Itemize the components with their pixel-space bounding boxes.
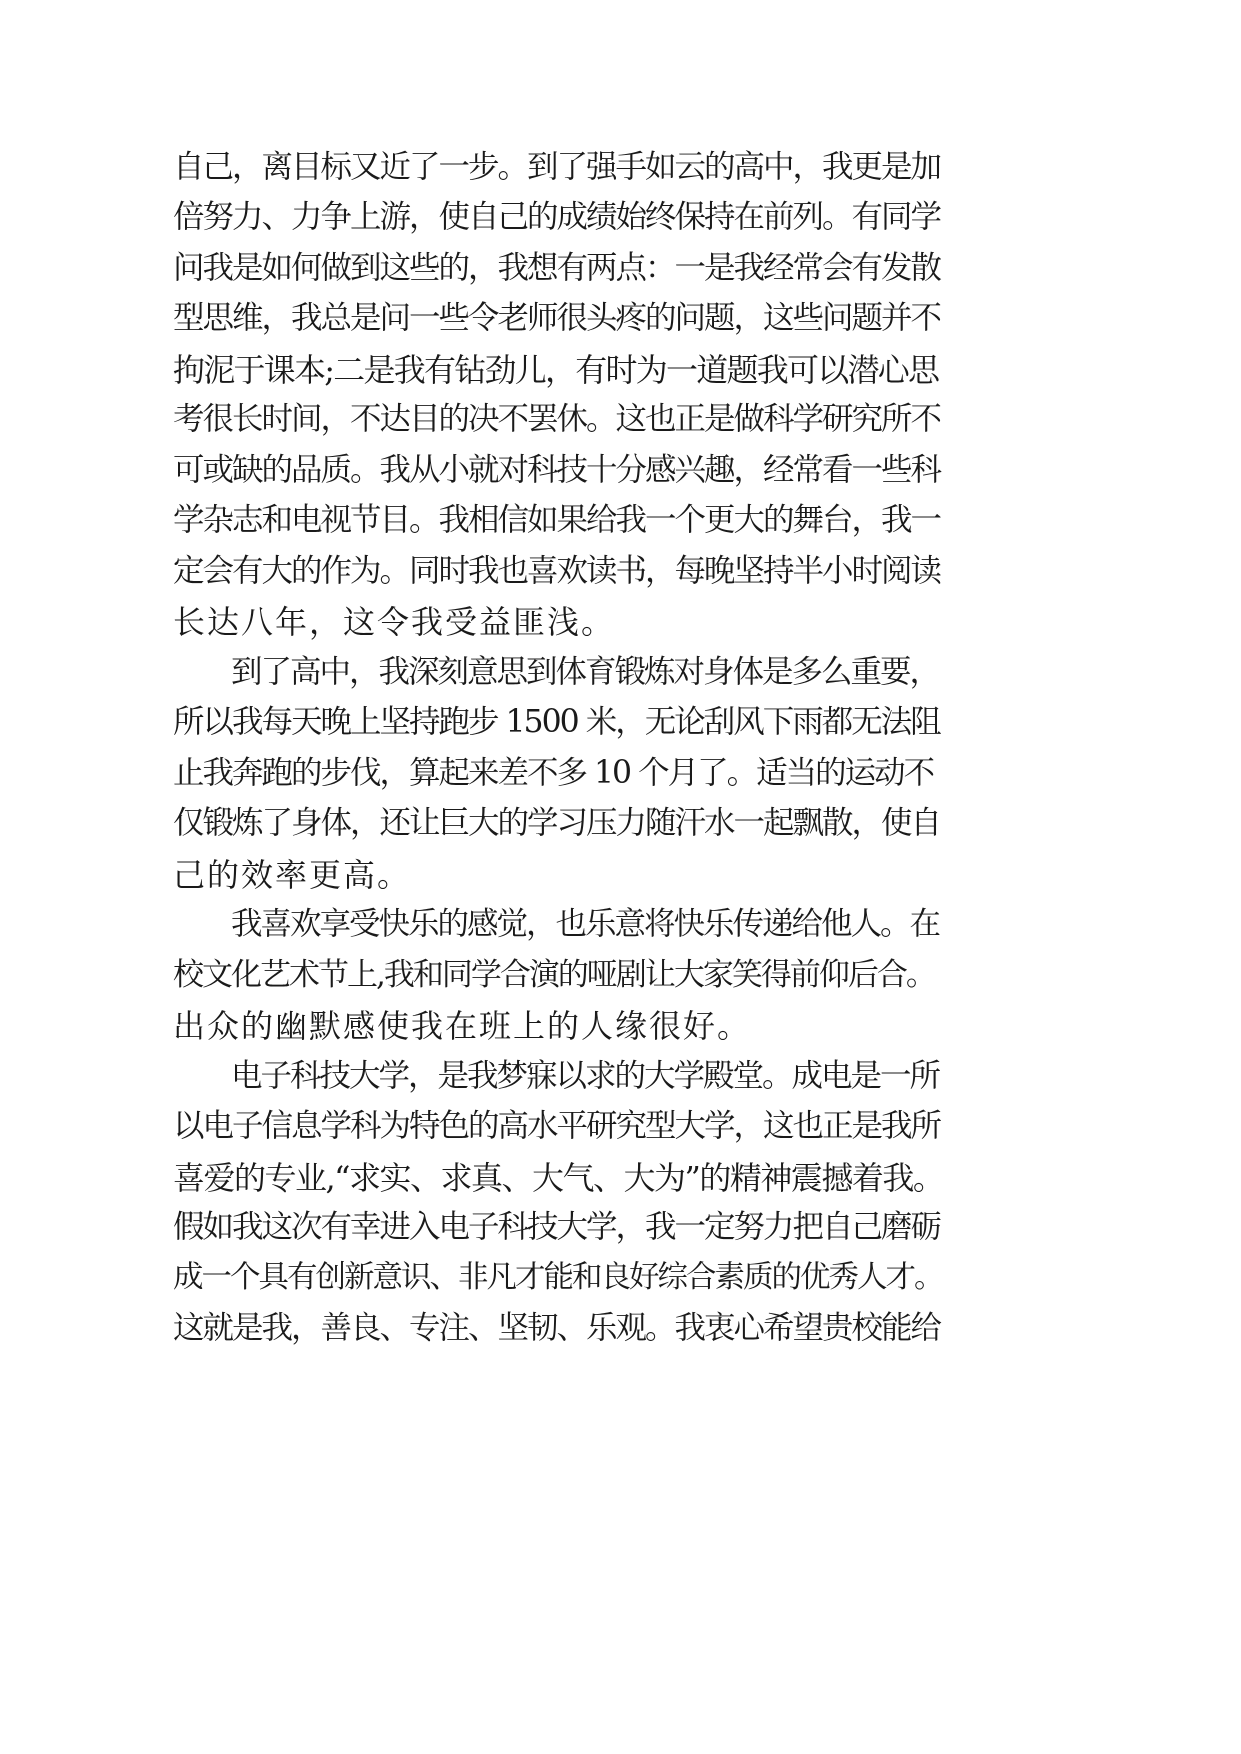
text-line: 型思维，我总是问一些令老师很头疼的问题，这些问题并不 bbox=[173, 300, 941, 336]
text-line: 以电子信息学科为特色的高水平研究型大学，这也正是我所 bbox=[173, 1108, 941, 1144]
text-line: 所以我每天晚上坚持跑步 1500 米，无论刮风下雨都无法阻 bbox=[173, 704, 940, 740]
text-line: 喜爱的专业,“求实、求真、大气、大为”的精神震撼着我。 bbox=[173, 1159, 944, 1197]
text-line: 考很长时间，不达目的决不罢休。这也正是做科学研究所不 bbox=[173, 401, 941, 437]
text-line: 长达八年，这令我受益匪浅。 bbox=[173, 603, 616, 641]
text-line: 己的效率更高。 bbox=[173, 856, 412, 894]
text-line: 校文化艺术节上,我和同学合演的哑剧让大家笑得前仰后合。 bbox=[173, 957, 935, 993]
text-line: 倍努力、力争上游，使自己的成绩始终保持在前列。有同学 bbox=[173, 199, 941, 235]
text-line: 止我奔跑的步伐，算起来差不多 10 个月了。适当的运动不 bbox=[173, 755, 934, 791]
text-line: 学杂志和电视节目。我相信如果给我一个更大的舞台，我一 bbox=[173, 502, 941, 538]
text-line: 可或缺的品质。我从小就对科技十分感兴趣，经常看一些科 bbox=[173, 452, 941, 488]
text-line: 假如我这次有幸进入电子科技大学，我一定努力把自己磨砺 bbox=[173, 1209, 941, 1245]
text-line: 成一个具有创新意识、非凡才能和良好综合素质的优秀人才。 bbox=[173, 1260, 943, 1295]
paragraph-first-line: 到了高中，我深刻意思到体育锻炼对身体是多么重要， bbox=[231, 654, 940, 690]
text-line: 定会有大的作为。同时我也喜欢读书，每晚坚持半小时阅读 bbox=[173, 553, 941, 589]
text-line: 仅锻炼了身体，还让巨大的学习压力随汗水一起飘散，使自 bbox=[173, 805, 941, 841]
text-line: 拘泥于课本;二是我有钻劲儿，有时为一道题我可以潜心思 bbox=[173, 351, 939, 389]
text-line: 问我是如何做到这些的，我想有两点：一是我经常会有发散 bbox=[173, 250, 941, 286]
paragraph-first-line: 我喜欢享受快乐的感觉，也乐意将快乐传递给他人。在 bbox=[231, 906, 940, 942]
text-line: 出众的幽默感使我在班上的人缘很好。 bbox=[173, 1007, 752, 1045]
text-line: 这就是我，善良、专注、坚韧、乐观。我衷心希望贵校能给 bbox=[173, 1310, 941, 1346]
text-line: 自己，离目标又近了一步。到了强手如云的高中，我更是加 bbox=[173, 149, 941, 185]
paragraph-first-line: 电子科技大学，是我梦寐以求的大学殿堂。成电是一所 bbox=[231, 1058, 940, 1094]
